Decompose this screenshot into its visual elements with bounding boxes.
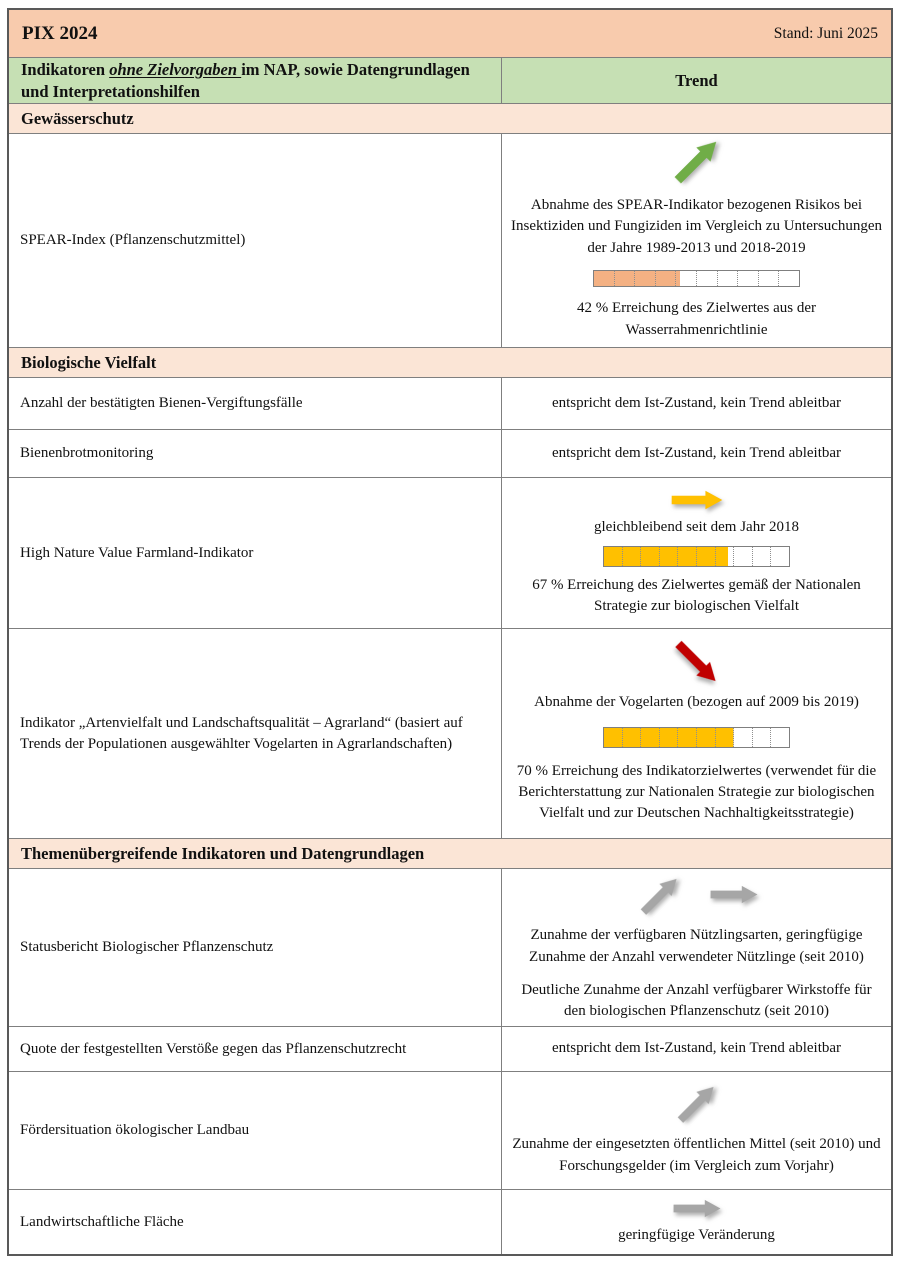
trend-down-icon	[669, 635, 725, 691]
trend-text: Zunahme der eingesetzten öffentlichen Mittel (seit 2010) und Forschungsgelder (im Vergleich zum Vorjahr)	[512, 1136, 881, 1174]
indicator-label: Fördersituation ökologischer Landbau	[9, 1072, 502, 1189]
trend-cell	[502, 1190, 891, 1254]
trend-text: entspricht dem Ist-Zustand, kein Trend ableitbar	[551, 394, 842, 411]
indicator-row-statusbericht	[9, 869, 891, 1027]
target-text: 67 % Erreichung des Zielwertes gemäß der Nationalen Strategie zur biologischen Vielfalt	[532, 576, 861, 615]
page-title: PIX 2024	[22, 22, 98, 44]
trend-up-icon	[671, 1079, 721, 1129]
indicator-row-foerdersituation	[9, 1072, 891, 1190]
trend-text: entspricht dem Ist-Zustand, kein Trend ableitbar	[551, 444, 842, 461]
title-bar	[9, 10, 891, 58]
trend-text: geringfügige Veränderung	[618, 1226, 775, 1243]
indicator-label: Bienenbrotmonitoring	[9, 430, 502, 477]
trend-up-icon	[634, 871, 684, 921]
indicator-row-landwirtschaftliche-flaeche	[9, 1190, 891, 1254]
indicator-label: High Nature Value Farmland-Indikator	[9, 478, 502, 628]
indicator-row-spear	[9, 134, 891, 348]
trend-cell	[502, 430, 891, 477]
indicator-column-title: Indikatoren ohne Zielvorgaben im NAP, sowie Datengrundlagen und Interpretationshilfen	[21, 59, 470, 101]
trend-right-icon	[670, 489, 724, 511]
indicator-row-artenvielfalt-agrarland	[9, 629, 891, 839]
progress-bar	[593, 270, 800, 288]
trend-icons-group	[635, 876, 759, 913]
trend-cell	[502, 629, 891, 838]
progress-bar	[603, 727, 790, 748]
section-header-gewaesserschutz: Gewässerschutz	[9, 104, 891, 134]
trend-cell	[502, 1072, 891, 1189]
trend-text: Deutliche Zunahme der Anzahl verfügbarer Wirkstoffe für den biologischen Pflanzenschutz (seit 2010)	[521, 982, 872, 1020]
indicator-row-bienenvergiftung	[9, 378, 891, 430]
indicator-label: Landwirtschaftliche Fläche	[9, 1190, 502, 1254]
indicator-column-header	[9, 58, 502, 103]
progress-bar	[603, 546, 790, 567]
section-header-themenuebergreifend: Themenübergreifende Indikatoren und Datengrundlagen	[9, 839, 891, 869]
trend-cell	[502, 134, 891, 347]
trend-cell	[502, 478, 891, 628]
trend-text: Abnahme des SPEAR-Indikator bezogenen Risikos bei Insektiziden und Fungiziden im Vergleich zu Untersuchungen der Jahre 1989-2013 und 2018-2019	[510, 197, 883, 256]
indicator-label: Indikator „Artenvielfalt und Landschaftsqualität – Agrarland“ (basiert auf Trends der Populationen ausgewählter Vogelarten in Agrarlandschaften)	[9, 629, 502, 838]
trend-text: Abnahme der Vogelarten (bezogen auf 2009 bis 2019)	[534, 694, 859, 711]
indicator-label: SPEAR-Index (Pflanzenschutzmittel)	[9, 134, 502, 347]
section-header-biologische-vielfalt: Biologische Vielfalt	[9, 348, 891, 378]
trend-text: gleichbleibend seit dem Jahr 2018	[594, 518, 799, 535]
indicator-label: Quote der festgestellten Verstöße gegen das Pflanzenschutzrecht	[9, 1027, 502, 1071]
column-header-row	[9, 58, 891, 104]
trend-right-icon	[672, 1198, 722, 1219]
target-text: 42 % Erreichung des Zielwertes aus der Wasserrahmenrichtlinie	[576, 300, 817, 338]
indicator-row-bienenbrot	[9, 430, 891, 478]
indicator-label: Anzahl der bestätigten Bienen-Vergiftungsfälle	[9, 378, 502, 429]
trend-up-icon	[668, 132, 726, 190]
trend-cell	[502, 1027, 891, 1071]
trend-text: Zunahme der verfügbaren Nützlingsarten, geringfügige Zunahme der Anzahl verwendeter Nützlinge (seit 2010)	[529, 927, 864, 965]
trend-column-header: Trend	[675, 70, 718, 90]
target-text: 70 % Erreichung des Indikatorzielwertes (verwendet für die Berichterstattung zur Nationalen Strategie zur biologischen Vielfalt und zur Deutschen Nachhaltigkeitsstrategie)	[516, 762, 877, 822]
trend-text: entspricht dem Ist-Zustand, kein Trend ableitbar	[551, 1040, 842, 1057]
trend-cell	[502, 378, 891, 429]
status-date: Stand: Juni 2025	[773, 24, 878, 42]
indicator-row-hnv-farmland	[9, 478, 891, 629]
pix-table	[7, 8, 893, 1256]
trend-right-icon	[709, 884, 759, 905]
indicator-label: Statusbericht Biologischer Pflanzenschutz	[9, 869, 502, 1026]
indicator-row-verstoesse	[9, 1027, 891, 1072]
trend-cell	[502, 869, 891, 1026]
